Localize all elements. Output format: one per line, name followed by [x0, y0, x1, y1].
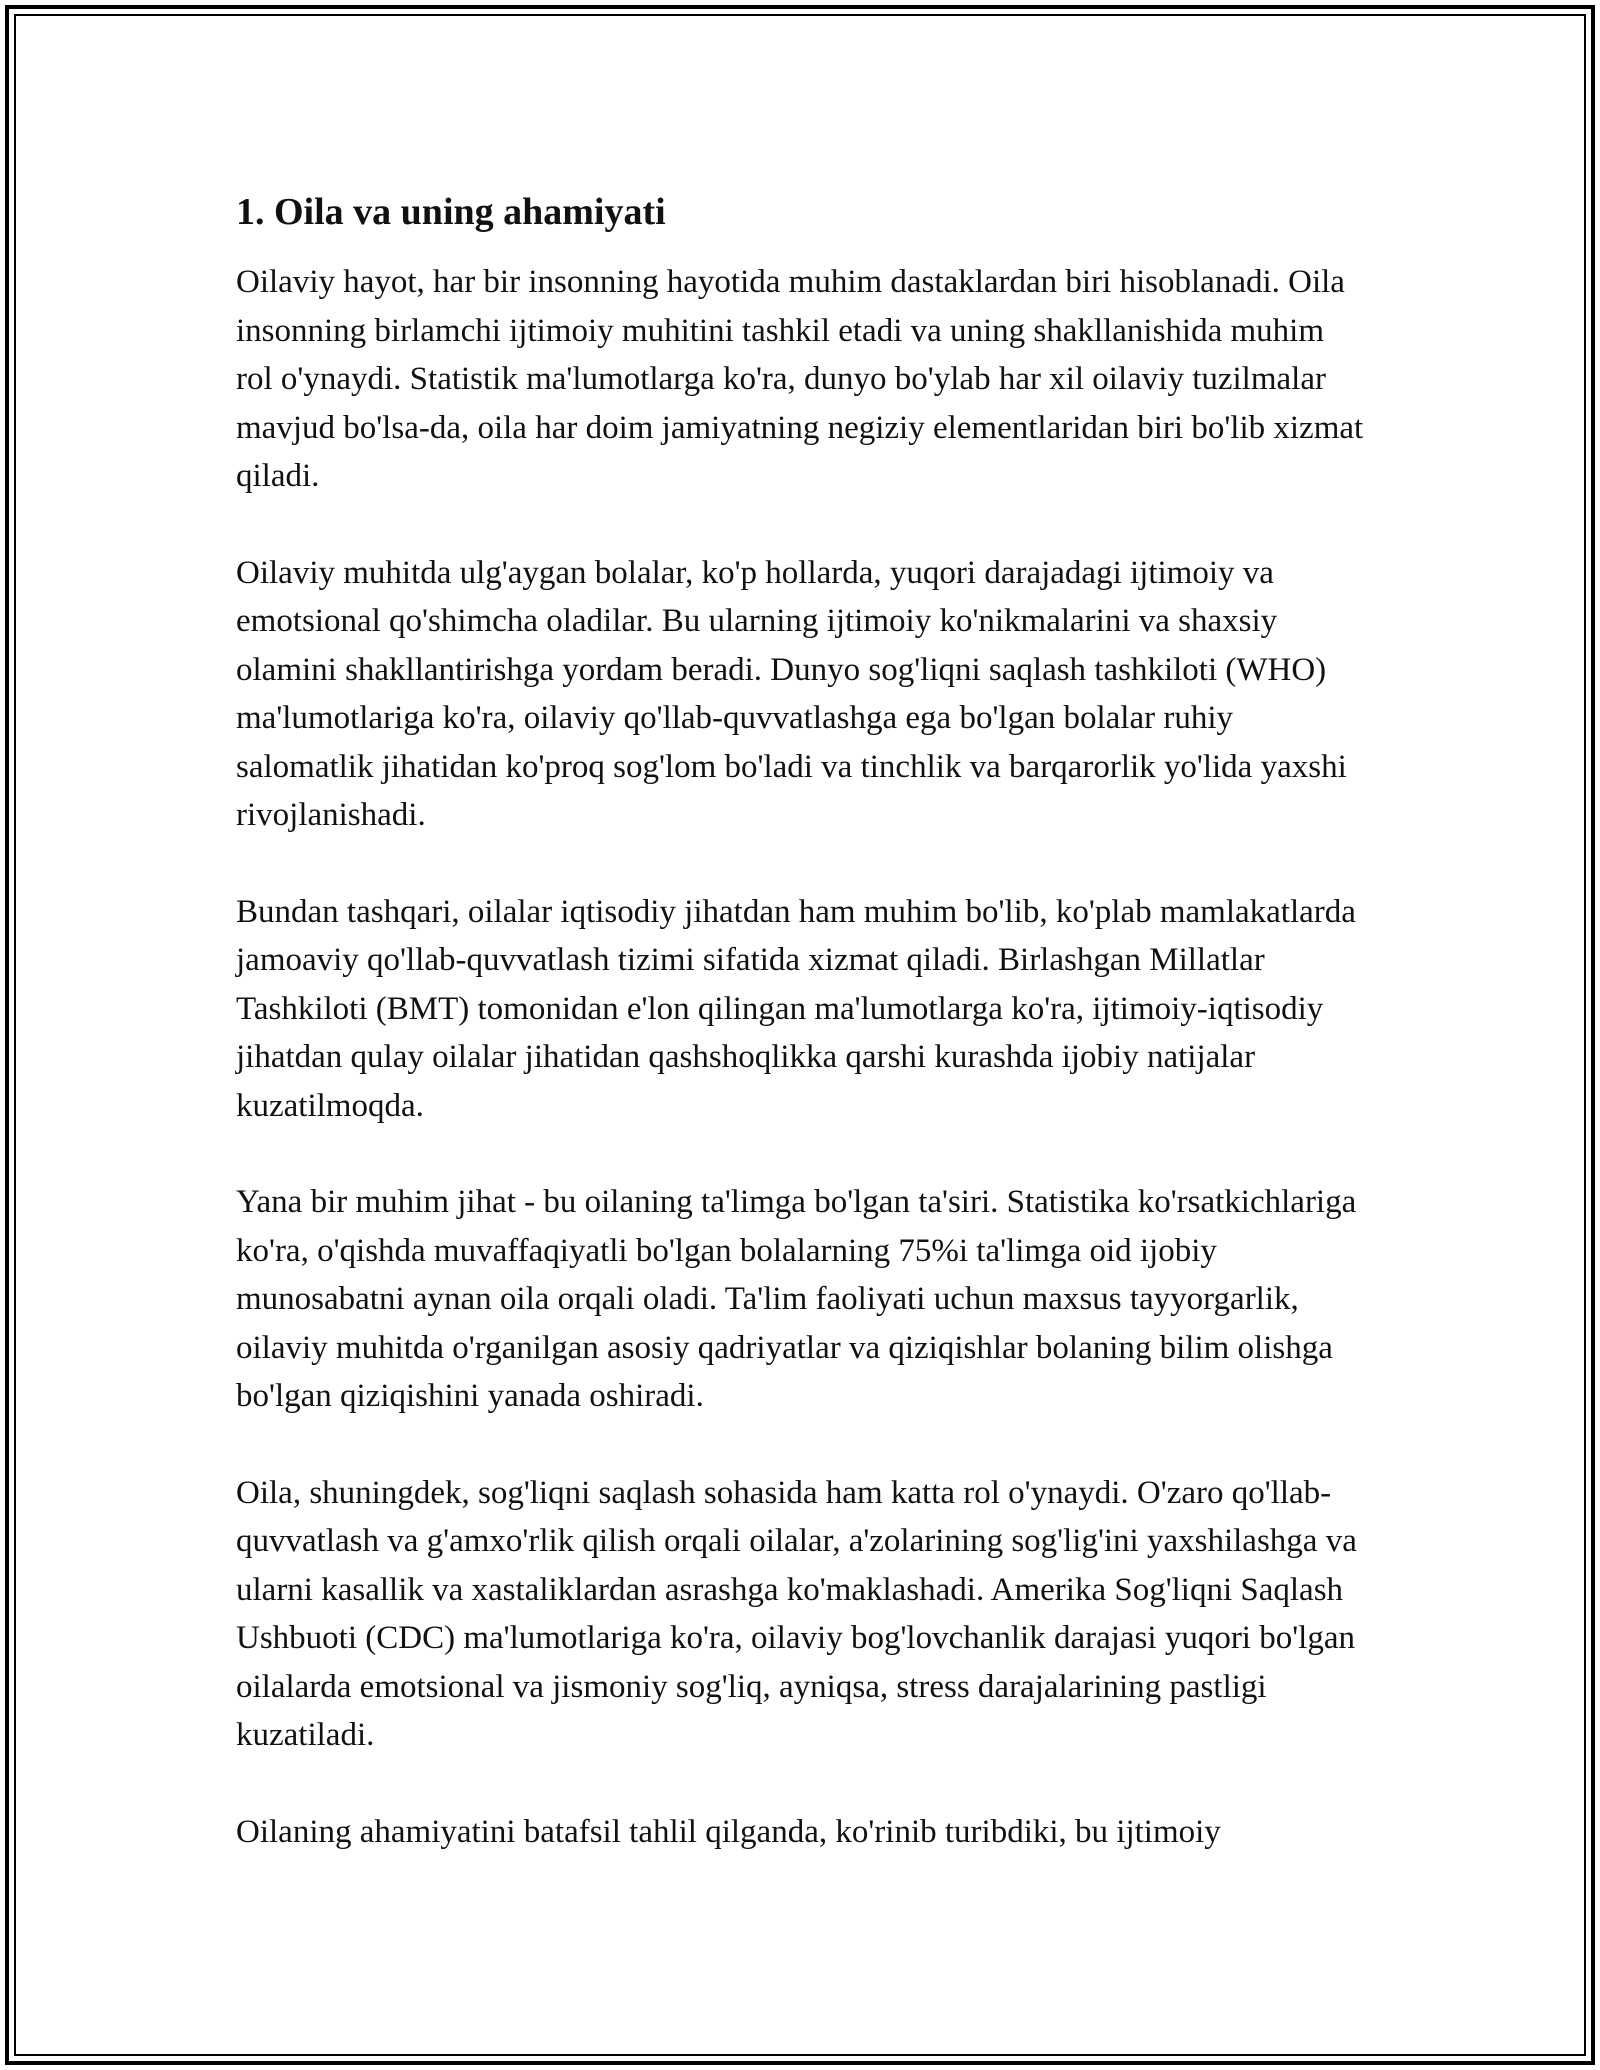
section-heading: 1. Oila va uning ahamiyati	[236, 191, 666, 233]
paragraph-2: Oilaviy muhitda ulg'aygan bolalar, ko'p hollarda, yuqori darajadagi ijtimoiy va emotsional qo'shimcha oladilar. Bu ularning ijtimoiy ko'nikmalarini va shaxsiy olamini shakllantirishga yordam beradi. Dunyo sog'liqni saqlash tashkiloti (WHO) ma'lumotlariga ko'ra, oilaviy qo'llab-quvvatlashga ega bo'lgan bolalar ruhiy salomatlik jihatidan ko'proq sog'lom bo'ladi va tinchlik va barqarorlik yo'lida yaxshi rivojlanishadi.	[236, 554, 1347, 833]
paragraph-5: Oila, shuningdek, sog'liqni saqlash sohasida ham katta rol o'ynaydi. O'zaro qo'llab-quvvatlash va g'amxo'rlik qilish orqali oilalar, a'zolarining sog'lig'ini yaxshilashga va ularni kasallik va xastaliklardan asrashga ko'maklashadi. Amerika Sog'liqni Saqlash Ushbuoti (CDC) ma'lumotlariga ko'ra, oilaviy bog'lovchanlik darajasi yuqori bo'lgan oilalarda emotsional va jismoniy sog'liq, ayniqsa, stress darajalarining pastligi kuzatiladi.	[236, 1474, 1357, 1753]
document-body	[236, 186, 1366, 1856]
paragraph-4: Yana bir muhim jihat - bu oilaning ta'limga bo'lgan ta'siri. Statistika ko'rsatkichlariga ko'ra, o'qishda muvaffaqiyatli bo'lgan bolalarning 75%i ta'limga oid ijobiy munosabatni aynan oila orqali oladi. Ta'lim faoliyati uchun maxsus tayyorgarlik, oilaviy muhitda o'rganilgan asosiy qadriyatlar va qiziqishlar bolaning bilim olishga bo'lgan qiziqishini yanada oshiradi.	[236, 1184, 1357, 1414]
paragraph-6: Oilaning ahamiyatini batafsil tahlil qilganda, ko'rinib turibdiki, bu ijtimoiy	[236, 1813, 1221, 1850]
paragraph-1: Oilaviy hayot, har bir insonning hayotida muhim dastaklardan biri hisoblanadi. Oila insonning birlamchi ijtimoiy muhitini tashkil etadi va uning shakllanishida muhim rol o'ynaydi. Statistik ma'lumotlarga ko'ra, dunyo bo'ylab har xil oilaviy tuzilmalar mavjud bo'lsa-da, oila har doim jamiyatning negiziy elementlaridan biri bo'lib xizmat qiladi.	[236, 264, 1364, 494]
paragraph-3: Bundan tashqari, oilalar iqtisodiy jihatdan ham muhim bo'lib, ko'plab mamlakatlarda jamoaviy qo'llab-quvvatlash tizimi sifatida xizmat qiladi. Birlashgan Millatlar Tashkiloti (BMT) tomonidan e'lon qilingan ma'lumotlarga ko'ra, ijtimoiy-iqtisodiy jihatdan qulay oilalar jihatidan qashshoqlikka qarshi kurashda ijobiy natijalar kuzatilmoqda.	[236, 893, 1356, 1124]
